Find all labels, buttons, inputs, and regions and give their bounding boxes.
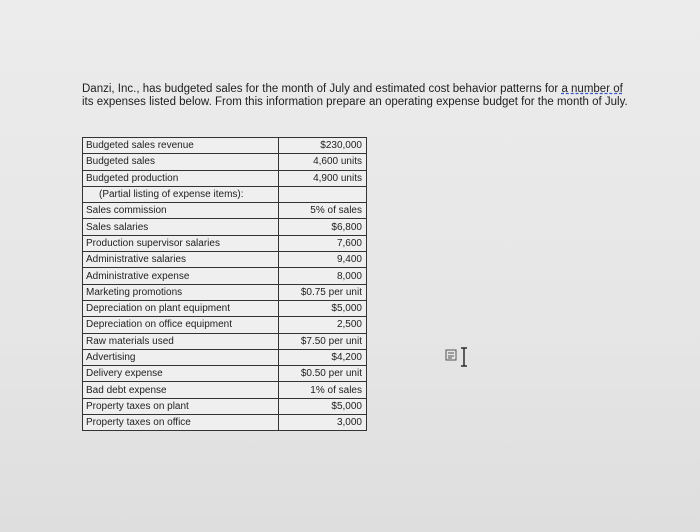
table-row bbox=[83, 317, 367, 333]
table-row bbox=[83, 203, 367, 219]
row-value: 4,900 units bbox=[279, 170, 367, 186]
row-value: $5,000 bbox=[279, 398, 367, 414]
table-row bbox=[83, 333, 367, 349]
row-label: Marketing promotions bbox=[83, 284, 279, 300]
table-row bbox=[83, 300, 367, 316]
row-label: Sales salaries bbox=[83, 219, 279, 235]
table-row bbox=[83, 170, 367, 186]
table-row bbox=[83, 186, 367, 202]
row-value: 1% of sales bbox=[279, 382, 367, 398]
prompt-text-before: Danzi, Inc., has budgeted sales for the month of July and estimated cost behavior patterns for bbox=[82, 83, 562, 95]
table-row bbox=[83, 235, 367, 251]
row-value: 9,400 bbox=[279, 252, 367, 268]
row-value: $7.50 per unit bbox=[279, 333, 367, 349]
row-value: 7,600 bbox=[279, 235, 367, 251]
row-value: 3,000 bbox=[279, 415, 367, 431]
row-label: Administrative expense bbox=[83, 268, 279, 284]
row-label: Budgeted production bbox=[83, 170, 279, 186]
row-label: Depreciation on plant equipment bbox=[83, 300, 279, 316]
table-row bbox=[83, 252, 367, 268]
table-row bbox=[83, 349, 367, 365]
budget-table-body bbox=[83, 138, 367, 431]
table-row bbox=[83, 284, 367, 300]
row-label: Raw materials used bbox=[83, 333, 279, 349]
row-label: Production supervisor salaries bbox=[83, 235, 279, 251]
row-label: Property taxes on office bbox=[83, 415, 279, 431]
row-label: Property taxes on plant bbox=[83, 398, 279, 414]
row-value bbox=[279, 186, 367, 202]
row-value: $5,000 bbox=[279, 300, 367, 316]
table-row bbox=[83, 268, 367, 284]
table-row bbox=[83, 382, 367, 398]
table-row bbox=[83, 219, 367, 235]
row-label: Depreciation on office equipment bbox=[83, 317, 279, 333]
table-row bbox=[83, 415, 367, 431]
row-label: (Partial listing of expense items): bbox=[83, 186, 279, 202]
prompt-underlined-text[interactable]: a number of bbox=[561, 83, 623, 95]
table-row bbox=[83, 138, 367, 154]
table-row bbox=[83, 154, 367, 170]
budget-data-table bbox=[82, 137, 367, 431]
row-value: $0.50 per unit bbox=[279, 366, 367, 382]
row-label: Advertising bbox=[83, 349, 279, 365]
row-label: Bad debt expense bbox=[83, 382, 279, 398]
row-label: Budgeted sales bbox=[83, 154, 279, 170]
table-row bbox=[83, 366, 367, 382]
row-value: 2,500 bbox=[279, 317, 367, 333]
table-row bbox=[83, 398, 367, 414]
prompt-text-after: its expenses listed below. From this information prepare an operating expense budget for the month of July. bbox=[82, 95, 628, 108]
row-value: 4,600 units bbox=[279, 154, 367, 170]
row-label: Administrative salaries bbox=[83, 252, 279, 268]
row-label: Sales commission bbox=[83, 203, 279, 219]
row-value: $6,800 bbox=[279, 219, 367, 235]
row-value: $4,200 bbox=[279, 349, 367, 365]
text-cursor-icon bbox=[445, 345, 475, 369]
row-value: 5% of sales bbox=[279, 203, 367, 219]
row-value: 8,000 bbox=[279, 268, 367, 284]
row-label: Delivery expense bbox=[83, 366, 279, 382]
question-prompt bbox=[82, 83, 632, 108]
row-label: Budgeted sales revenue bbox=[83, 138, 279, 154]
row-value: $0.75 per unit bbox=[279, 284, 367, 300]
row-value: $230,000 bbox=[279, 138, 367, 154]
